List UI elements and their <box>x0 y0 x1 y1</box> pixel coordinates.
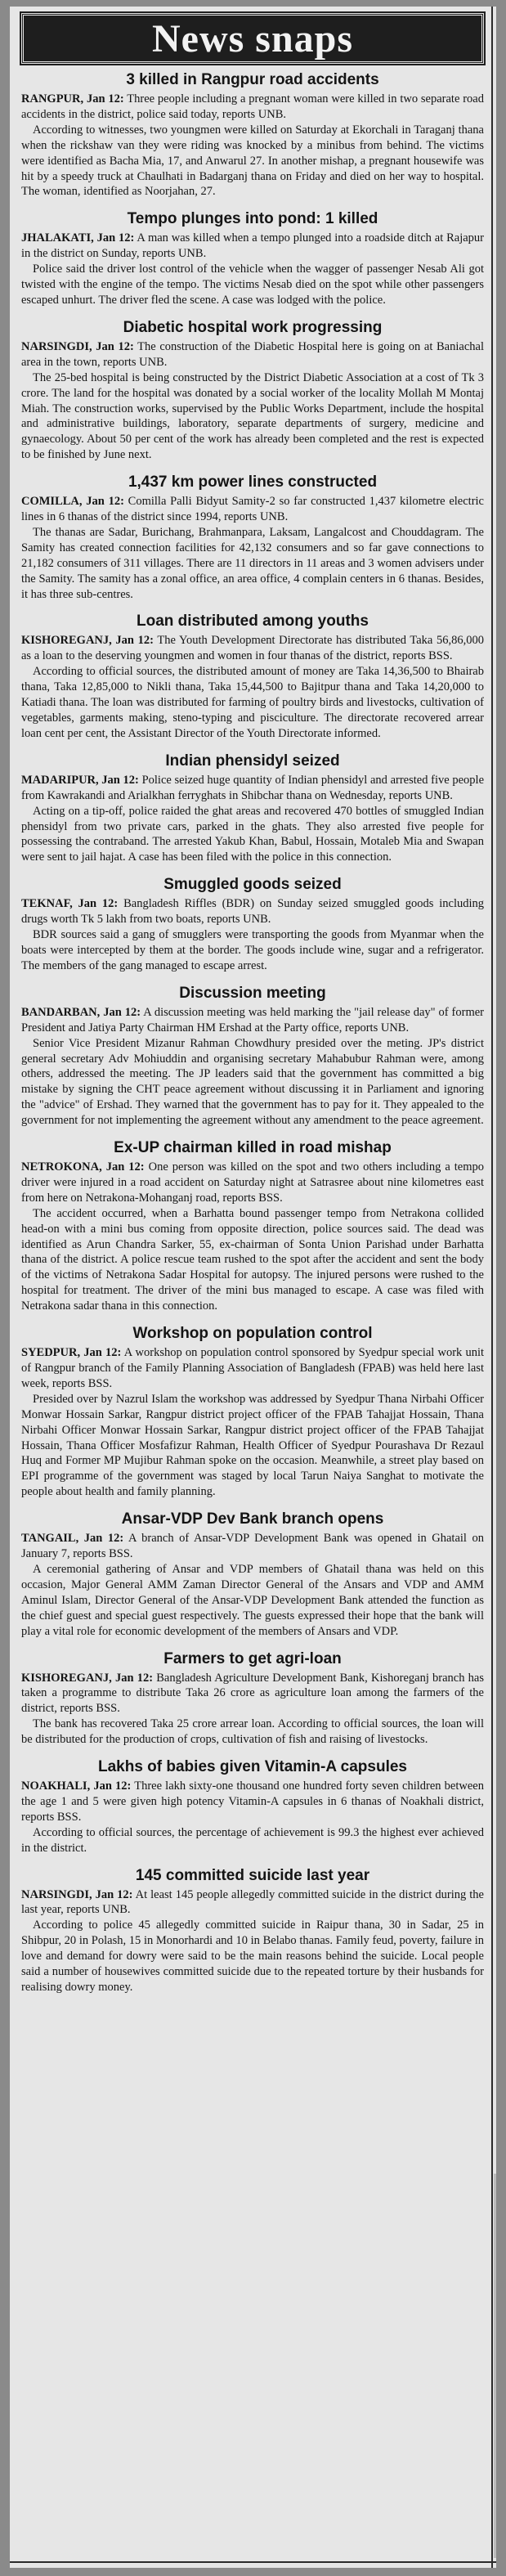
news-story <box>21 752 484 865</box>
news-story <box>21 1649 484 1748</box>
story-dateline: TANGAIL, Jan 12: <box>21 1532 124 1546</box>
story-dateline: NARSINGDI, Jan 12: <box>21 339 134 353</box>
story-body <box>21 773 484 865</box>
story-headline: Indian phensidyl seized <box>165 752 340 770</box>
story-body <box>21 1887 484 1995</box>
story-dateline: KISHOREGANJ, Jan 12: <box>21 634 154 648</box>
stories-list <box>21 70 484 2005</box>
story-body <box>21 339 484 463</box>
story-paragraph <box>21 773 484 804</box>
story-headline: Workshop on population control <box>132 1325 373 1343</box>
story-paragraph: Senior Vice President Mizanur Rahman Chowdhury presided over the meting. JP's district general secretary Adv Mohiuddin and organising secretary Mahabubur Rahman were, among others, addressed the meeting. The JP leaders said that the government has committed a big mistake by signing the CHT peace agreement without discussing it in Parliament and ignoring the "advice" of Ershad. They warned that the government has to pay for it. They appealed to the government for not implementing the agreement without any amendment to the peace agreement. <box>21 1036 484 1128</box>
story-dateline: NETROKONA, Jan 12: <box>21 1160 145 1174</box>
story-paragraph: The accident occurred, when a Barhatta bound passenger tempo from Netrakona collided head-on with a mini bus coming from opposite direction, police sources said. The dead was identified as Arun Chandra Sarker, 55, ex-chairman of Sonta Union Parishad under Barhatta thana of the district. A police rescue team rushed to the spot after the accident and sent the body of the victims of Netrakona Sadar Hospital for autopsy. The injured persons were rushed to the hospital for treatment. The driver of the mini bus managed to escape. A case was filed with Netrakona sadar thana in this connection. <box>21 1206 484 1313</box>
news-story <box>21 1510 484 1639</box>
story-dateline: MADARIPUR, Jan 12: <box>21 773 139 787</box>
story-paragraph <box>21 1671 484 1717</box>
story-paragraph-text: Three lakh sixty-one thousand one hundred forty seven children between the age 1 and 5 were given high potency Vitamin-A capsules in 6 thanas of Noakhali district, reports BSS. <box>21 1779 484 1824</box>
story-dateline: JHALAKATI, Jan 12: <box>21 231 135 245</box>
story-headline: Farmers to get agri-loan <box>163 1649 342 1667</box>
story-paragraph: Police said the driver lost control of the vehicle when the wagger of passenger Nesab Ali got twisted with the engine of the tempo. The victims Nesab died on the spot while other passengers escaped unhurt. The driver fled the scene. A case was lodged with the police. <box>21 263 484 307</box>
news-story <box>21 1324 484 1500</box>
story-paragraph-text: The construction of the Diabetic Hospital here is going on at Baniachal area in the town, reports UNB. <box>21 339 484 369</box>
news-story <box>21 612 484 741</box>
story-paragraph-text: A man was killed when a tempo plunged into a roadside ditch at Rajapur in the district on Sunday, reports UNB. <box>21 231 484 261</box>
story-body <box>21 92 484 200</box>
story-paragraph <box>21 1345 484 1392</box>
story-headline: 145 committed suicide last year <box>135 1866 370 1884</box>
story-body <box>21 896 484 974</box>
story-body <box>21 1345 484 1500</box>
news-story <box>21 1866 484 1995</box>
story-paragraph <box>21 896 484 927</box>
story-paragraph <box>21 1531 484 1562</box>
news-story <box>21 70 484 200</box>
story-body <box>21 494 484 602</box>
story-paragraph <box>21 1887 484 1919</box>
news-story <box>21 318 484 463</box>
story-paragraph: According to official sources, the percentage of achievement is 99.3 the highest ever achieved in the district. <box>21 1825 484 1855</box>
story-paragraph-text: The Youth Development Directorate has distributed Taka 56,86,000 as a loan to the deserving youngmen and women in four thanas of the district, reports BSS. <box>21 634 484 663</box>
story-paragraph <box>21 339 484 370</box>
news-story <box>21 1138 484 1314</box>
column-divider <box>491 7 493 2568</box>
story-paragraph: The thanas are Sadar, Burichang, Brahmanpara, Laksam, Langalcost and Chouddagram. The Samity has created connection facilities for 42,132 consumers and so far gave connections to 21,182 consumers of 311 villages. There are 11 directors in 11 areas and 3 women advisers under the Samity. The samity has a zonal office, an area office, 4 complain centers in 6 thanas. Besides, it has three sub-centres. <box>21 525 484 601</box>
masthead-title: News snaps <box>151 17 354 61</box>
story-paragraph: Acting on a tip-off, police raided the ghat areas and recovered 470 bottles of smuggled Indian phensidyl from two private cars, parked in the ghats. They also arrested five people for possessing the contraband. The arrested Yakub Khan, Babul, Hossain, Motaleb Mia and Swapan were sent to jail hajat. A case has been filed with the police in this connection. <box>21 804 484 864</box>
news-story <box>21 473 484 602</box>
story-paragraph: BDR sources said a gang of smugglers were transporting the goods from Myanmar when the boats were intercepted by them at the border. The goods include wine, sugar and a refrigerator. The members of the gang managed to escape arrest. <box>21 928 484 972</box>
story-headline: Lakhs of babies given Vitamin-A capsules <box>97 1758 407 1776</box>
news-story <box>21 209 484 308</box>
story-paragraph-text: A workshop on population control sponsored by Syedpur special work unit of Rangpur branch of the Family Planning Association of Bangladesh (FPAB) was held here last week, reports BSS. <box>21 1346 485 1390</box>
story-paragraph: According to official sources, the distributed amount of money are Taka 14,36,500 to Bhairab thana, Taka 12,85,000 to Nikli thana, Taka 15,44,500 to Bajitpur thana and Taka 14,20,000 to Katiadi thana. The loan was distributed for farming of poultry birds and livestocks, cultivation of vegetables, garments making, steno-typing and pisciculture. The directorate recovered arrear loan cent per cent, the Assistant Director of the Youth Directorate informed. <box>21 665 484 740</box>
story-paragraph <box>21 1160 484 1206</box>
story-dateline: RANGPUR, Jan 12: <box>21 92 124 105</box>
story-dateline: NARSINGDI, Jan 12: <box>21 1887 133 1901</box>
story-paragraph <box>21 494 484 525</box>
story-headline: Diabetic hospital work progressing <box>123 318 383 336</box>
story-headline: Ansar-VDP Dev Bank branch opens <box>121 1510 384 1528</box>
story-body <box>21 633 484 741</box>
story-body <box>21 1779 484 1856</box>
story-paragraph <box>21 231 484 262</box>
story-paragraph: The bank has recovered Taka 25 crore arrear loan. According to official sources, the loan will be distributed for the production of crops, cultivation of fish and raising of livestocks. <box>21 1717 484 1747</box>
story-body <box>21 1531 484 1639</box>
story-paragraph-text: Police seized huge quantity of Indian phensidyl and arrested five people from Kawrakandi and Arialkhan ferryghats in Shibchar thana on Wednesday, reports UNB. <box>21 773 485 802</box>
story-dateline: SYEDPUR, Jan 12: <box>21 1346 122 1360</box>
story-body <box>21 1671 484 1748</box>
story-paragraph-text: A discussion meeting was held marking the "jail release day" of former President and Jatiya Party Chairman HM Ershad at the Party office, reports UNB. <box>21 1005 484 1034</box>
story-headline: 1,437 km power lines constructed <box>128 473 378 491</box>
story-paragraph-text: Bangladesh Agriculture Development Bank, Kishoreganj branch has taken a programme to distribute Taka 26 crore as agriculture loan among the farmers of the district, reports BSS. <box>21 1671 485 1716</box>
story-dateline: COMILLA, Jan 12: <box>21 495 124 509</box>
story-paragraph-text: Bangladesh Riffles (BDR) on Sunday seized smuggled goods including drugs worth Tk 5 lakh from two boats, reports UNB. <box>21 897 485 927</box>
story-headline: Loan distributed among youths <box>137 613 369 631</box>
story-paragraph: According to police 45 allegedly committed suicide in Raipur thana, 30 in Sadar, 25 in Shibpur, 20 in Polash, 15 in Monorhardi and 10 in Belabo thanas. Family feud, poverty, failure in love and demand for dowry were said to be the main reasons behind the suicide. Local people said a number of housewives committed suicide due to the repeated torture by their husbands for realising dowry money. <box>21 1919 484 1994</box>
story-headline: Discussion meeting <box>179 984 326 1002</box>
story-headline: Smuggled goods seized <box>163 876 342 894</box>
story-paragraph <box>21 1779 484 1825</box>
news-story <box>21 875 484 974</box>
story-paragraph-text: Three people including a pregnant woman were killed in two separate road accidents in the district, police said today, reports UNB. <box>21 92 484 121</box>
story-paragraph: Presided over by Nazrul Islam the workshop was addressed by Syedpur Thana Nirbahi Officer Monwar Hossain Sarkar, Rangpur district project officer of the FPAB Tahajjat Hossain, Thana Nirbahi Officer Monwar Hossain Sarkar, Rangpur district project officer of the FPAB Tahajjat Hossain, Thana Officer Mosfafizur Rahman, Health Officer of Syedpur Pourashava Dr Rezaul Huq and Former MP Mujibur Rahman spoke on the occasion. Meanwhile, a street play based on EPI programme of the government was staged by local Tarun Naiya Sanghat to motivate the people about health and family planning. <box>21 1392 484 1499</box>
masthead-banner <box>21 13 484 64</box>
story-paragraph <box>21 92 484 123</box>
bottom-rule <box>10 2561 496 2563</box>
adjacent-column-edge <box>494 2174 496 2558</box>
newspaper-column <box>10 7 496 2568</box>
story-paragraph-text: At least 145 people allegedly committed suicide in the district during the last year, reports UNB. <box>21 1887 484 1917</box>
story-dateline: BANDARBAN, Jan 12: <box>21 1005 141 1019</box>
story-paragraph-text: Comilla Palli Bidyut Samity-2 so far constructed 1,437 kilometre electric lines in 6 thanas of the district since 1994, reports UNB. <box>21 495 484 524</box>
story-paragraph-text: One person was killed on the spot and two others including a tempo driver were injured in a road accident on Saturday night at Satrasree about nine kilometres east from here on Netrakona-Mohanganj road, reports BSS. <box>21 1160 485 1205</box>
story-paragraph-text: A branch of Ansar-VDP Development Bank was opened in Ghatail on January 7, reports BSS. <box>21 1532 484 1561</box>
story-dateline: TEKNAF, Jan 12: <box>21 897 119 911</box>
story-headline: Ex-UP chairman killed in road mishap <box>114 1139 392 1157</box>
story-body <box>21 1160 484 1314</box>
story-paragraph: The 25-bed hospital is being constructed by the District Diabetic Association at a cost of Tk 3 crore. The land for the hospital was donated by a social worker of the locality Mollah M Montaj Miah. The construction works, supervised by the Public Works Department, include the hospital and administrative buildings, laboratory, separate departments of surgery, medicine and gynaecology. About 50 per cent of the work has already been completed and the rest is expected to be finished by June next. <box>21 370 484 462</box>
story-paragraph <box>21 1005 484 1036</box>
story-dateline: KISHOREGANJ, Jan 12: <box>21 1671 154 1685</box>
story-headline: Tempo plunges into pond: 1 killed <box>127 210 378 228</box>
story-paragraph <box>21 633 484 664</box>
news-story <box>21 1757 484 1856</box>
story-paragraph: According to witnesses, two youngmen were killed on Saturday at Ekorchali in Taraganj thana when the rickshaw van they were riding was knocked by a minibus from behind. The victims were identified as Bacha Mia, 17, and Anwarul 27. In another mishap, a pregnant housewife was hit by a speedy truck at Chaulhati in Badarganj thana on Friday and died on her way to hospital. The woman, identified as Noorjahan, 27. <box>21 123 484 199</box>
story-body <box>21 231 484 308</box>
story-dateline: NOAKHALI, Jan 12: <box>21 1779 132 1793</box>
story-headline: 3 killed in Rangpur road accidents <box>126 71 379 88</box>
news-story <box>21 984 484 1129</box>
story-paragraph: A ceremonial gathering of Ansar and VDP members of Ghatail thana was held on this occasion, Major General AMM Zaman Director General of the Ansars and VDP and AMM Aminul Islam, Director General of the Ansar-VDP Development Bank attended the function as the chief guest and special guest respectively. The guests expressed their hope that the bank will play a vital role for economic development of the members of Ansars and VDP. <box>21 1562 484 1638</box>
story-body <box>21 1005 484 1129</box>
